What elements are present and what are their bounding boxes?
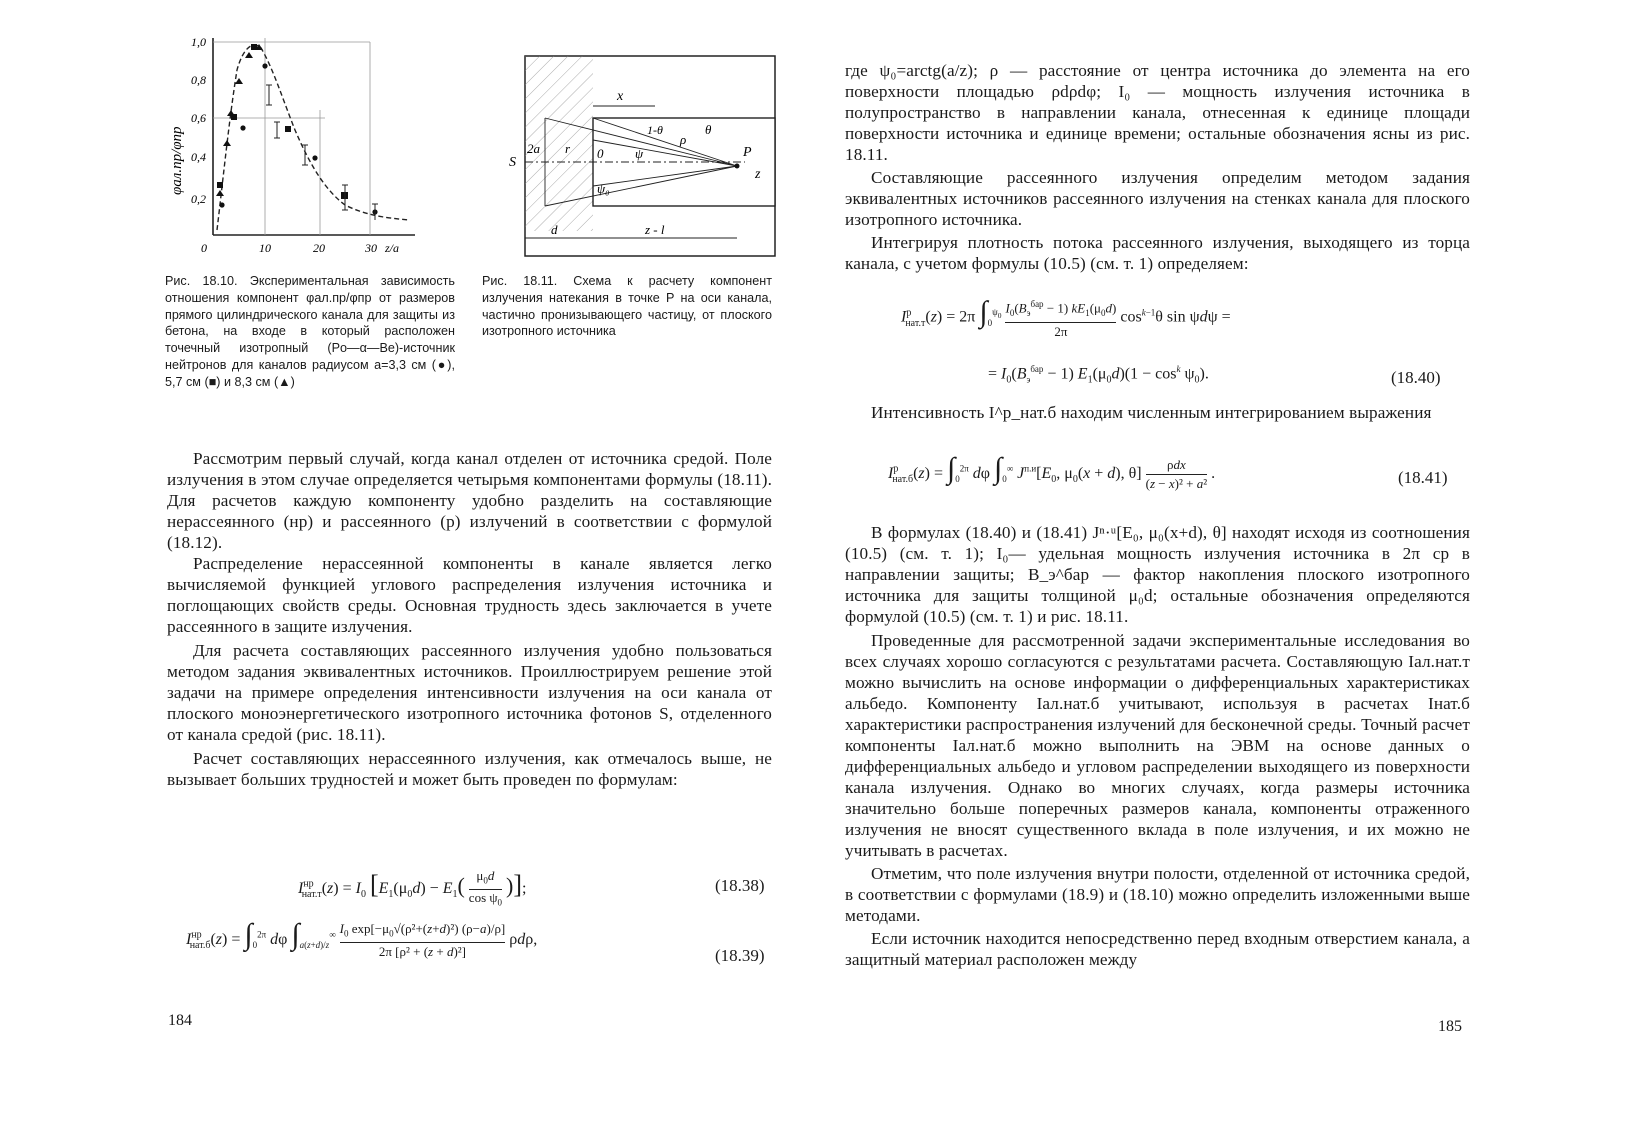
paragraph: Если источник находится непосредственно перед входным отверстием канала, а защитный материал расположен между [845,929,1470,969]
label-rho: ρ [680,132,687,147]
paragraph: Составляющие рассеянного излучения определим методом задания эквивалентных источников рассеянного излучения на стенках канала для плоского изотропного источника. [845,168,1470,229]
x-tick: 20 [313,241,325,255]
fit-curve [217,45,410,230]
y-axis-label: φал.пр/φпр [169,126,185,195]
paragraph: Распределение нерассеянной компоненты в канале является легко вычисляемой функцией углового распределения излучения источника и поглощающих свойств среды. Основная трудность здесь заключается в учете рассеянного в защите излучения. [167,554,772,636]
label-x: x [617,89,624,104]
label-z: z [755,167,761,182]
y-tick: 0,4 [191,150,206,164]
figure-18-10-plot [165,30,435,270]
formula-18-38: $I^{нр}_{нат.т}(z) = I_0$ [$E_1(\mu_0d) - E_1$( $\mu_0d$ $\cos \psi_0$ )]; [298,868,526,910]
y-tick: 0 [201,241,207,255]
paragraph: Отметим, что поле излучения внутри полости, отделенной от источника средой, в соответствии с формулами (18.9) и (18.10) можно определить изложенными выше методами. [845,864,1470,925]
square-markers [217,44,348,199]
label-d: d [551,222,558,237]
paragraph: Рассмотрим первый случай, когда канал отделен от источника средой. Поле излучения в этом случае определяется четырьмя компонентами формулы (18.11). Для расчетов каждую компоненту удобно разделить на составляющие нерассеянного (нр) и рассеянного (р) излучений в соответствии с формулой (18.12). [167,449,772,552]
label-P: P [743,145,752,160]
x-axis-label: z/a [385,241,400,255]
label-S: S [509,155,516,170]
paragraph: Интенсивность I^р_нат.б находим численным интегрированием выражения [871,403,1432,422]
paragraph: где ψ₀=arctg(a/z); ρ — расстояние от центра источника до элемента на его поверхности площадью ρdρdφ; I₀ — мощность излучения источника в полупространство в направлении канала, отнесенная к единице площади поверхности источника и единице времени; остальные обозначения ясны из рис. 18.11. [845,61,1470,164]
label-z-minus: z - l [645,222,665,237]
label-r: r [565,141,571,156]
paragraph: Расчет составляющих нерассеянного излучения, как отмечалось выше, не вызывает больших трудностей и может быть проведен по формулам: [167,749,772,789]
paragraph: Проведенные для рассмотренной задачи экспериментальные исследования во всех случаях хорошо согласуются с результатами расчета. Составляющую Iал.нат.т можно вычислить на основе информации о дифференциальных характеристиках альбедо. Компоненту Iал.нат.б учитывают, используя в расчетах Iнат.б характеристики распространения излучений для бесконечной среды. Точный расчет компоненты Iал.нат.б можно выполнить на ЭВМ на основе данных о дифференциальных альбедо и угловом распределении выходящего из поверхности канала излучения. Однако во многих случаях, когда размеры источника значительно больше поперечных размеров канала, компоненты отраженного излучения не вносят существенного вклада в поле излучения, и их можно не учитывать в расчетах. [845,631,1470,860]
equation-number: (18.38) [715,876,765,895]
y-tick: 0,6 [191,111,206,125]
page-number: 184 [168,1012,192,1029]
label-psi0: ψ₀ [597,181,610,196]
x-tick: 30 [365,241,377,255]
equation-number: (18.41) [1398,468,1448,487]
label-psi: ψ [635,146,644,161]
label-2a: 2a [527,141,540,156]
page-number: 185 [1438,1018,1462,1035]
paragraph: В формулах (18.40) и (18.41) Jⁿ·ᵘ[E₀, μ₀(x+d), θ] находят исходя из соотношения (10.5) (см. т. 1); I₀— удельная мощность излучения источника в 2π ср в направлении защиты; B_э^бар — фактор накопления плоского изотропного источника для защиты толщиной μ₀d; остальные обозначения определяются формулой (10.5) (см. т. 1) и рис. 18.11. [845,523,1470,626]
formula-18-41: $I^р_{нат.б}(z) = \int_0^{2\pi}$ dφ $\int_0^\infty$ $J^{п.и}[E_0$, $\mu_0(x + d)$, θ] ρdx (z − x)² + a² . [888,452,1216,491]
y-tick: 0,2 [191,192,206,206]
figure-18-10-caption: Рис. 18.10. Экспериментальная зависимость отношения компонент φал.пр/φпр от размеров прямого цилиндрического канала для защиты из бетона, на входе в который расположен точечный изотропный (Po—α—Be)-источник нейтронов для каналов радиусом a=3,3 см (●), 5,7 см (■) и 8,3 см (▲) [165,274,455,389]
paragraph: Для расчета составляющих рассеянного излучения удобно пользоваться методом задания эквивалентных источников. Проиллюстрируем решение этой задачи на примере определения интенсивности излучения на оси канала от плоского моноэнергетического изотропного источника фотонов S, отделенного от канала средой (рис. 18.11). [167,641,772,744]
formula-18-40: $I^р_{нат.т}(z) = 2\pi$ $\int_0^{\psi_0}$ $I_0(B_э^{бар} - 1)$ $kE_1(\mu_0d)$ 2π $\cos^{k-1}\theta$ sin ψdψ = [901,295,1231,339]
label-0: 0 [597,146,604,161]
label-1-theta: 1-θ [647,123,663,137]
label-theta: θ [705,122,712,137]
formula-18-40-continued: = $I_0(B_э^{бар} - 1) E_1(\mu_0d)(1 - \cos^k \psi_0)$. [988,364,1209,386]
figure-18-11-scheme [505,48,805,268]
equation-number: (18.39) [715,946,765,965]
y-tick: 0,8 [191,73,206,87]
paragraph: Интегрируя плотность потока рассеянного излучения, выходящего из торца канала, с учетом формулы (10.5) (см. т. 1) определяем: [845,233,1470,273]
equation-number: (18.40) [1391,368,1441,387]
x-tick: 10 [259,241,271,255]
right-page [823,0,1646,1141]
figure-18-11-caption: Рис. 18.11. Схема к расчету компонент излучения натекания в точке P на оси канала, частично пронизывающего частицу, от плоского изотропного источника [482,274,772,339]
formula-18-39: $I^{нр}_{нат.б}(z) = \int_0^{2\pi}$ dφ $\int_{a(z+d)/z}^\infty$ $I_0$ $\exp[-\mu_0√(\rho^2+(z+d)^2)$ (ρ−a)/ρ] 2π [ρ² + (z + d)²] ρdρ, [186,918,538,960]
y-tick: 1,0 [191,35,206,49]
